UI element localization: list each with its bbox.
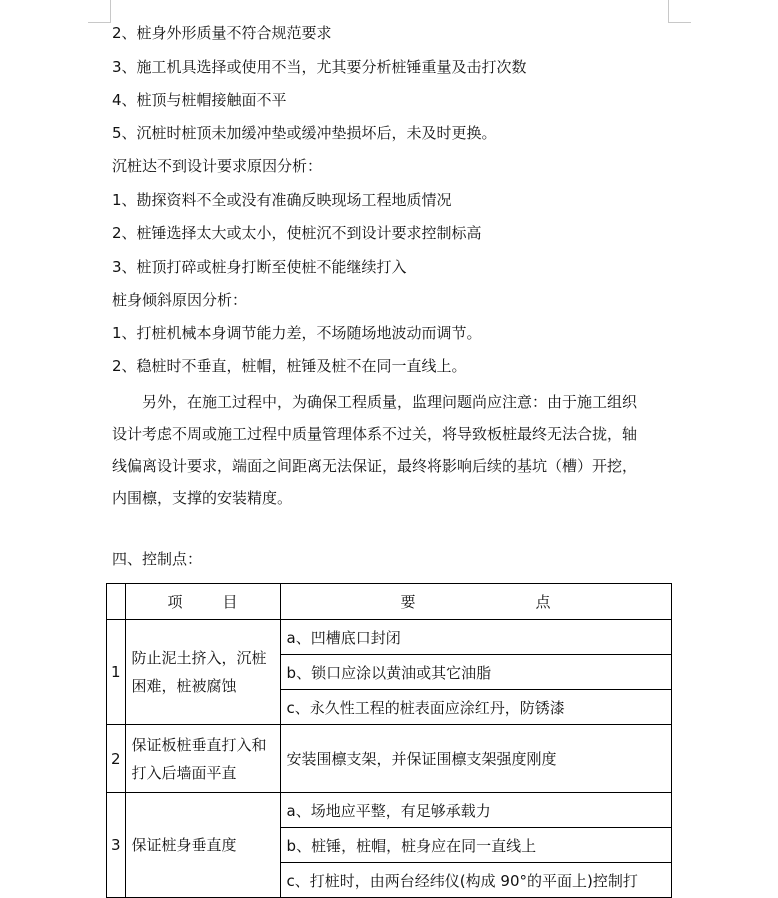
row-point: a、场地应平整，有足够承载力 bbox=[280, 793, 671, 828]
section-title: 四、控制点： bbox=[112, 550, 203, 568]
row-number: 3 bbox=[107, 793, 126, 898]
row-point: b、桩锤，桩帽，桩身应在同一直线上 bbox=[280, 828, 671, 863]
text-line: 3、桩顶打碎或桩身打断至使桩不能继续打入 bbox=[112, 258, 407, 276]
paragraph-line: 另外，在施工过程中，为确保工程质量，监理问题尚应注意：由于施工组织 bbox=[142, 393, 638, 411]
control-points-table bbox=[106, 583, 672, 898]
row-point: b、锁口应涂以黄油或其它油脂 bbox=[280, 655, 671, 690]
table-row bbox=[107, 793, 672, 828]
body-paragraph bbox=[112, 386, 672, 514]
header-point-cell: 要 点 bbox=[280, 584, 671, 620]
section-heading: 桩身倾斜原因分析： bbox=[112, 291, 248, 309]
row-item: 保证桩身垂直度 bbox=[125, 793, 280, 898]
text-line: 2、桩身外形质量不符合规范要求 bbox=[112, 24, 332, 42]
row-item: 保证板桩垂直打入和打入后墙面平直 bbox=[125, 725, 280, 793]
text-line: 2、稳桩时不垂直，桩帽，桩锤及桩不在同一直线上。 bbox=[112, 357, 467, 375]
text-line: 5、沉桩时桩顶未加缓冲垫或缓冲垫损坏后，未及时更换。 bbox=[112, 124, 497, 142]
header-item-cell: 项 目 bbox=[125, 584, 280, 620]
row-item: 防止泥土挤入，沉桩困难，桩被腐蚀 bbox=[125, 620, 280, 725]
row-number: 2 bbox=[107, 725, 126, 793]
crop-mark-top-left bbox=[88, 0, 111, 23]
text-line: 3、施工机具选择或使用不当，尤其要分析桩锤重量及击打次数 bbox=[112, 58, 527, 76]
row-point: c、打桩时，由两台经纬仪(构成 90°的平面上)控制打 bbox=[280, 863, 671, 898]
text-line: 2、桩锤选择太大或太小，使桩沉不到设计要求控制标高 bbox=[112, 224, 482, 242]
row-point: 安装围檩支架，并保证围檩支架强度刚度 bbox=[280, 725, 671, 793]
table-row bbox=[107, 725, 672, 793]
text-line: 1、打桩机械本身调节能力差，不场随场地波动而调节。 bbox=[112, 324, 482, 342]
header-number-cell bbox=[107, 584, 126, 620]
table-header-row bbox=[107, 584, 672, 620]
paragraph-line: 线偏离设计要求，端面之间距离无法保证，最终将影响后续的基坑（槽）开挖， bbox=[112, 457, 638, 475]
table-row bbox=[107, 620, 672, 655]
text-line: 1、勘探资料不全或没有准确反映现场工程地质情况 bbox=[112, 191, 452, 209]
row-point: a、凹槽底口封闭 bbox=[280, 620, 671, 655]
row-point: c、永久性工程的桩表面应涂红丹，防锈漆 bbox=[280, 690, 671, 725]
section-heading: 沉桩达不到设计要求原因分析： bbox=[112, 157, 323, 175]
text-line: 4、桩顶与桩帽接触面不平 bbox=[112, 91, 287, 109]
row-number: 1 bbox=[107, 620, 126, 725]
crop-mark-top-right bbox=[668, 0, 691, 23]
paragraph-line: 内围檩，支撑的安装精度。 bbox=[112, 489, 293, 507]
paragraph-line: 设计考虑不周或施工过程中质量管理体系不过关，将导致板桩最终无法合拢，轴 bbox=[112, 425, 638, 443]
